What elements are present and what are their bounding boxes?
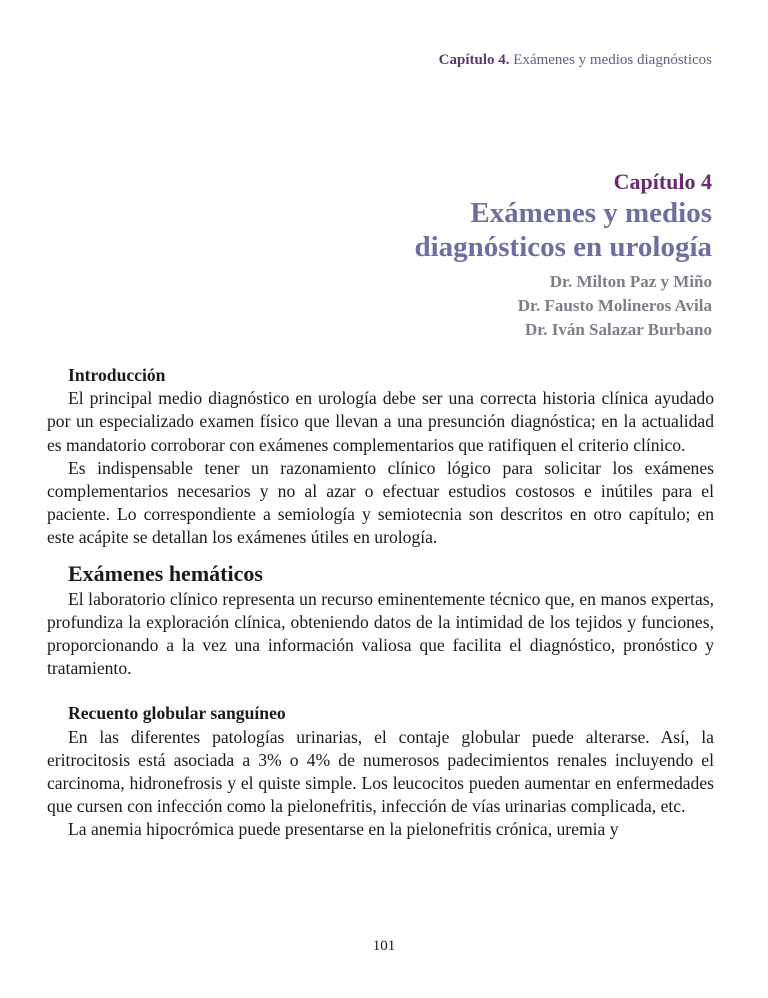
blood-count-heading: Recuento globular sanguíneo — [68, 703, 286, 724]
chapter-label: Capítulo 4 — [613, 169, 712, 194]
chapter-title-line-2: diagnósticos en urología — [414, 231, 712, 263]
page-number: 101 — [372, 938, 396, 954]
running-header — [439, 52, 712, 69]
blood-count-paragraph-1: En las diferentes patologías urinarias, el contaje globular puede alterarse. Así, la eritrocitosis está asociada a 3% o 4% de numerosos padecimientos renales incluyendo el carcinoma, hidronefrosis y el quiste simple. Los leucocitos pueden aumentar en enfermedades que cursen con infección como la pielonefritis, infección de vías urinarias complicada, etc. — [47, 726, 714, 817]
chapter-title-block — [292, 168, 712, 342]
hematic-exams-heading: Exámenes hemáticos — [68, 560, 263, 586]
running-header-chapter: Capítulo 4. — [438, 52, 510, 68]
author-2: Dr. Fausto Molineros Avila — [517, 296, 712, 315]
intro-paragraph-2: Es indispensable tener un razonamiento clínico lógico para solicitar los exámenes complementarios necesarios y no al azar o efectuar estudios costosos e inútiles para el paciente. Lo correspondiente a semiología y semiotecnia son descritos en otro capítulo; en este acápite se detallan los exámenes útiles en urología. — [47, 457, 714, 548]
intro-paragraph-1: El principal medio diagnóstico en urología debe ser una correcta historia clínica ayudado por un especializado examen físico que llevan a una presunción diagnóstica; en la actualidad es mandatorio corroborar con exámenes complementarios que ratifiquen el criterio clínico. — [47, 388, 714, 455]
author-3: Dr. Iván Salazar Burbano — [524, 320, 712, 339]
hematic-exams-paragraph: El laboratorio clínico representa un recurso eminentemente técnico que, en manos expertas, profundiza la exploración clínica, obteniendo datos de la intimidad de los tejidos y funciones, proporcionando a la vez una información valiosa que facilita el diagnóstico, pronóstico y tratamiento. — [47, 588, 714, 679]
section-spacer — [47, 680, 714, 702]
body-text — [47, 364, 714, 842]
blood-count-paragraph-2: La anemia hipocrómica puede presentarse en la pielonefritis crónica, uremia y — [68, 819, 619, 840]
chapter-title-line-1: Exámenes y medios — [470, 197, 712, 229]
intro-heading: Introducción — [68, 365, 166, 385]
author-list — [292, 270, 712, 342]
author-1: Dr. Milton Paz y Miño — [549, 272, 712, 291]
running-header-title: Exámenes y medios diagnósticos — [513, 52, 712, 68]
